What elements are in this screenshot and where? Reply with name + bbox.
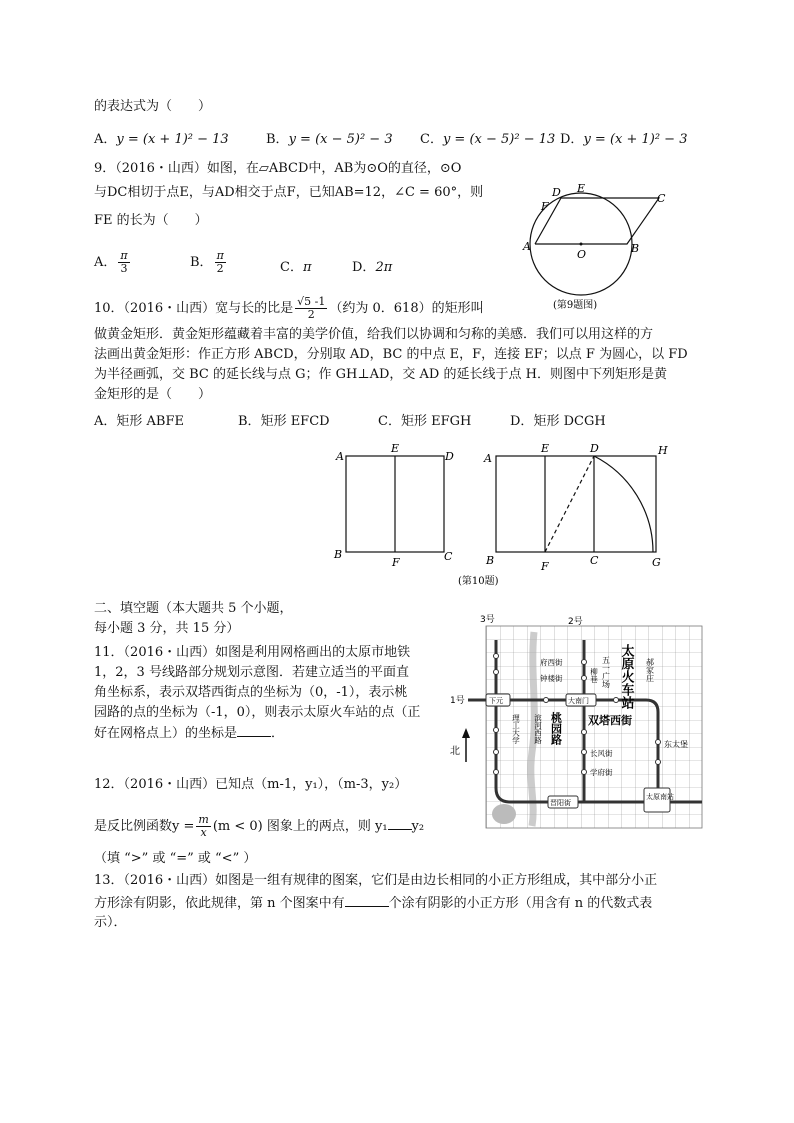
q13-answer-blank[interactable] xyxy=(345,894,389,907)
q13-line-3: 示）． xyxy=(94,915,127,930)
north-arrow-head xyxy=(462,728,470,738)
q10-figure xyxy=(330,440,680,590)
q10-option-a[interactable]: A．矩形 ABFE xyxy=(94,414,184,429)
segment-fd-dashed xyxy=(545,456,594,552)
svg-text:五一广场: 五一广场 xyxy=(601,656,611,688)
q10-line-5: 金矩形的是（ ） xyxy=(94,387,212,402)
svg-text:下元: 下元 xyxy=(489,697,503,705)
q9-caption: (第9题图) xyxy=(553,300,598,311)
q9-option-a[interactable]: A． $\frac{\pi}{3}$ xyxy=(94,249,128,275)
svg-text:桃园路: 桃园路 xyxy=(549,712,563,745)
q12-line-3: （填 “>” 或 “=” 或 “<” ） xyxy=(94,851,257,866)
q9-line-3: FE 的长为（ ） xyxy=(94,213,208,228)
q10-caption: (第10题) xyxy=(458,576,499,587)
q8-stem-end: 的表达式为（ ） xyxy=(94,99,212,114)
map-line2-label: 2号 xyxy=(568,617,583,627)
label-f: F xyxy=(541,200,549,213)
q11-line-5: 好在网格点上）的坐标是 ． xyxy=(94,726,285,741)
center-point xyxy=(580,243,583,246)
f1-label-a: A xyxy=(336,450,344,463)
rectangle-abgh xyxy=(496,456,656,552)
f2-label-c: C xyxy=(590,554,599,567)
svg-text:东太堡: 东太堡 xyxy=(664,740,688,749)
svg-text:滨河西路: 滨河西路 xyxy=(533,714,543,744)
label-a: A xyxy=(523,240,531,253)
svg-text:太原南站: 太原南站 xyxy=(646,793,674,801)
map-line1-label: 1号 xyxy=(450,696,465,706)
q10-line-2: 做黄金矩形．黄金矩形蕴藏着丰富的美学价值，给我们以协调和匀称的美感．我们可以用这样的方 xyxy=(94,327,654,342)
f1-label-d: D xyxy=(445,450,454,463)
q8-option-c[interactable]: C．y = (x − 5)² − 13 xyxy=(420,132,556,147)
q8-option-b[interactable]: B．y = (x − 5)² − 3 xyxy=(266,132,393,147)
q12-line-2: 是反比例函数y = $\frac{m}{x}$ (m < 0) 图象上的两点，则 y₁ y₂ xyxy=(94,813,425,839)
f2-label-g: G xyxy=(652,556,661,569)
f1-label-c: C xyxy=(444,550,453,563)
svg-text:郝家庄: 郝家庄 xyxy=(645,658,655,682)
q11-metro-map xyxy=(446,612,706,832)
map-station-taiyuan: 太原火车站 xyxy=(618,644,634,709)
section-2-line-1: 二、填空题（本大题共 5 个小题， xyxy=(94,601,293,616)
f2-label-b: B xyxy=(486,554,495,567)
f1-label-b: B xyxy=(334,548,343,561)
label-c: C xyxy=(657,192,666,205)
q9-line-2: 与DC相切于点E，与AD相交于点F，已知AB=12，∠C = 60°，则 xyxy=(94,185,484,200)
q12-line-1: 12．（2016・山西）已知点（m-1，y₁），（m-3，y₂） xyxy=(94,777,408,792)
q11-answer-blank[interactable] xyxy=(237,724,271,737)
lake xyxy=(492,804,516,824)
svg-text:大南门: 大南门 xyxy=(568,697,589,705)
q11-line-4: 园路的点的坐标为（-1，0），则表示太原火车站的点（正 xyxy=(94,705,421,720)
q11-line-2: 1，2，3 号线路部分规划示意图．若建立适当的平面直 xyxy=(94,665,409,680)
svg-text:晋阳街: 晋阳街 xyxy=(550,799,571,807)
f2-label-d: D xyxy=(590,442,599,455)
svg-text:理工大学: 理工大学 xyxy=(511,714,521,744)
q10-line-4: 为半径画弧，交 BC 的延长线与点 G；作 GH⊥AD，交 AD 的延长线于点 H．则图中下列矩形是黄 xyxy=(94,367,667,382)
q9-figure xyxy=(515,180,675,315)
f2-label-e: E xyxy=(541,442,550,455)
north-label: 北 xyxy=(450,746,460,757)
q13-line-2: 方形涂有阴影，依此规律，第 n 个图案中有 个涂有阴影的小正方形（用含有 n 的代数式表 xyxy=(94,896,653,911)
q9-option-c[interactable]: C．π xyxy=(280,260,312,275)
svg-text:双塔西街: 双塔西街 xyxy=(588,714,632,727)
label-b: B xyxy=(631,242,640,255)
arc-dg xyxy=(594,456,653,552)
label-o: O xyxy=(577,248,587,261)
f2-label-f: F xyxy=(541,560,549,573)
section-2-line-2: 每小题 3 分，共 15 分） xyxy=(94,621,240,636)
label-d: D xyxy=(552,186,561,199)
f2-label-a: A xyxy=(484,452,492,465)
svg-text:府西街: 府西街 xyxy=(540,658,563,667)
map-line3-label: 3号 xyxy=(480,615,495,625)
label-e: E xyxy=(577,182,586,195)
f1-label-e: E xyxy=(391,442,400,455)
q11-line-3: 角坐标系，表示双塔西街点的坐标为（0，-1），表示桃 xyxy=(94,685,408,700)
q10-option-c[interactable]: C．矩形 EFGH xyxy=(378,414,472,429)
f2-label-h: H xyxy=(658,444,668,457)
q8-option-d[interactable]: D．y = (x + 1)² − 3 xyxy=(560,132,688,147)
q9-option-b[interactable]: B． $\frac{\pi}{2}$ xyxy=(190,249,224,275)
q9-option-d[interactable]: D．2π xyxy=(352,260,393,275)
q13-line-1: 13．（2016・山西）如图是一组有规律的图案，它们是由边长相同的小正方形组成，其中部分小正 xyxy=(94,873,658,888)
svg-text:柳巷: 柳巷 xyxy=(589,668,599,683)
q10-option-d[interactable]: D．矩形 DCGH xyxy=(510,414,606,429)
parallelogram-abcd xyxy=(535,198,659,244)
q10-option-b[interactable]: B．矩形 EFCD xyxy=(238,414,330,429)
q12-answer-blank[interactable] xyxy=(388,817,412,830)
f1-label-f: F xyxy=(392,556,400,569)
svg-text:钟楼街: 钟楼街 xyxy=(540,674,563,683)
q9-line-1: 9．（2016・山西）如图，在▱ABCD中，AB为⊙O的直径，⊙O xyxy=(94,161,462,176)
q10-line-1: 10．（2016・山西）宽与长的比是 $\frac{√5 -1}{2}$ （约为 0．618）的矩形叫 xyxy=(94,295,484,321)
svg-text:学府街: 学府街 xyxy=(590,768,613,777)
q11-line-1: 11．（2016・山西）如图是利用网格画出的太原市地铁 xyxy=(94,645,411,660)
svg-text:长风街: 长风街 xyxy=(590,749,613,758)
q8-option-a[interactable]: A．y = (x + 1)² − 13 xyxy=(94,132,229,147)
q10-line-3: 法画出黄金矩形：作正方形 ABCD，分别取 AD，BC 的中点 E，F，连接 EF；以点 F 为圆心，以 FD xyxy=(94,347,688,362)
